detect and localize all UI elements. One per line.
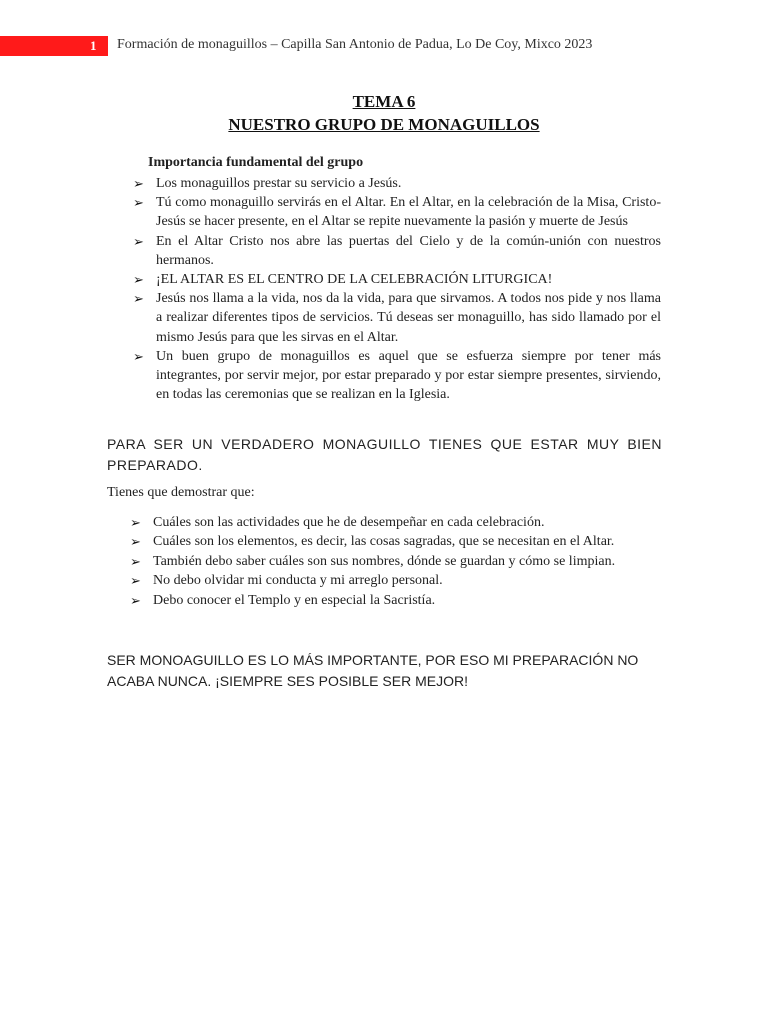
list-item-text: También debo saber cuáles son sus nombres, dónde se guardan y cómo se limpian. xyxy=(153,553,616,569)
list-item-text: Un buen grupo de monaguillos es aquel que se esfuerza siempre por tener más integrantes, por servir mejor, por estar preparado y por estar siempre presentes, sirviendo, en todas las ceremonias que se realizan en la Iglesia. xyxy=(156,348,661,403)
list-item-text: No debo olvidar mi conducta y mi arreglo personal. xyxy=(153,573,443,589)
list-item-text: ¡EL ALTAR ES EL CENTRO DE LA CELEBRACIÓN LITURGICA! xyxy=(156,272,553,288)
list-item xyxy=(130,513,670,532)
section-subheading: Importancia fundamental del grupo xyxy=(148,155,364,170)
list-item xyxy=(133,193,661,231)
arrow-bullet-icon: ➢ xyxy=(133,348,144,364)
list-item xyxy=(133,232,661,270)
arrow-bullet-icon: ➢ xyxy=(133,176,144,191)
intro-text: Tienes que demostrar que: xyxy=(107,485,255,500)
preparation-paragraph: PARA SER UN VERDADERO MONAGUILLO TIENES QUE ESTAR MUY BIEN PREPARADO. xyxy=(107,436,662,473)
list-item-text: Cuáles son las actividades que he de desempeñar en cada celebración. xyxy=(153,515,545,530)
list-item-text: Los monaguillos prestar su servicio a Jesús. xyxy=(156,176,402,191)
page-number: 1 xyxy=(90,38,97,53)
list-item xyxy=(133,270,661,289)
arrow-bullet-icon: ➢ xyxy=(133,272,144,288)
arrow-bullet-icon: ➢ xyxy=(130,534,141,550)
document-title-line-2: NUESTRO GRUPO DE MONAGUILLOS xyxy=(228,115,540,134)
running-header-title: Formación de monaguillos – Capilla San Antonio de Padua, Lo De Coy, Mixco 2023 xyxy=(117,37,593,52)
list-item xyxy=(130,552,670,571)
list-item xyxy=(130,591,670,610)
list-item-text: En el Altar Cristo nos abre las puertas del Cielo y de la común-unión con nuestros hermanos. xyxy=(156,233,661,268)
list-item xyxy=(130,571,670,590)
arrow-bullet-icon: ➢ xyxy=(130,592,141,608)
arrow-bullet-icon: ➢ xyxy=(133,233,144,249)
arrow-bullet-icon: ➢ xyxy=(133,291,144,307)
arrow-bullet-icon: ➢ xyxy=(130,553,141,569)
document-title-line-1: TEMA 6 xyxy=(352,92,416,111)
arrow-bullet-icon: ➢ xyxy=(130,515,141,530)
list-item-text: Debo conocer el Templo y en especial la Sacristía. xyxy=(153,592,436,608)
list-item xyxy=(133,289,661,347)
importance-bullet-list xyxy=(133,174,661,404)
list-item xyxy=(130,532,670,551)
closing-paragraph: SER MONOAGUILLO ES LO MÁS IMPORTANTE, POR ESO MI PREPARACIÓN NO ACABA NUNCA. ¡SIEMPRE SES POSIBLE SER MEJOR! xyxy=(107,652,639,689)
list-item-text: Cuáles son los elementos, es decir, las cosas sagradas, que se necesitan en el Altar. xyxy=(153,534,615,550)
list-item-text: Jesús nos llama a la vida, nos da la vida, para que sirvamos. A todos nos pide y nos llama a realizar diferentes tipos de servicios. Tú deseas ser monaguillo, has sido llamado por el mismo Jesús para que les sirvas en el Altar. xyxy=(156,291,661,345)
list-item xyxy=(133,174,661,193)
list-item xyxy=(133,347,661,405)
arrow-bullet-icon: ➢ xyxy=(133,195,144,211)
list-item-text: Tú como monaguillo servirás en el Altar. En el Altar, en la celebración de la Misa, Cristo-Jesús se hacer presente, en el Altar se repite nuevamente la pasión y muerte de Jesús xyxy=(156,195,661,230)
arrow-bullet-icon: ➢ xyxy=(130,573,141,589)
requirements-bullet-list xyxy=(130,513,670,610)
